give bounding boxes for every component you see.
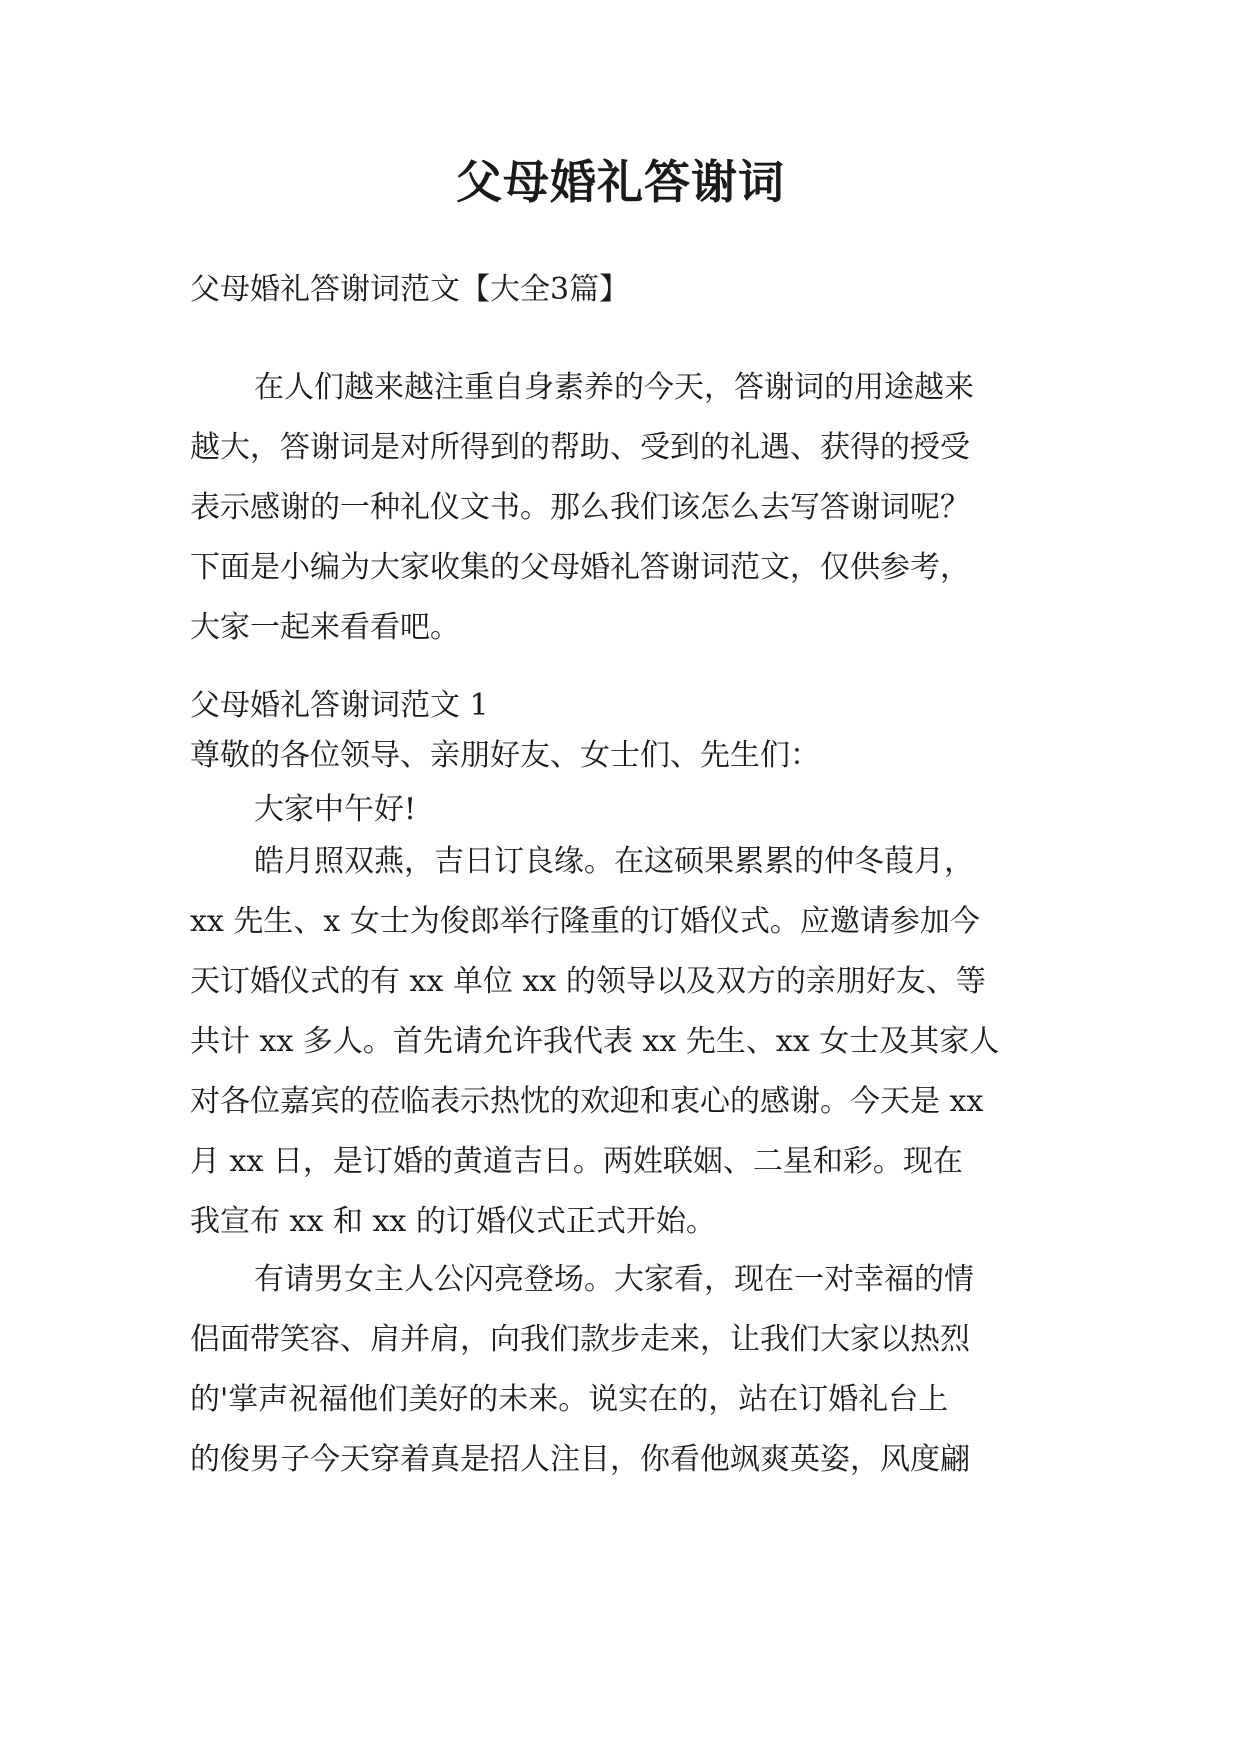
paragraph-line: 侣面带笑容、肩并肩，向我们款步走来，让我们大家以热烈	[190, 1322, 970, 1357]
paragraph-line: 共计 xx 多人。首先请允许我代表 xx 先生、xx 女士及其家人	[190, 1024, 1000, 1059]
paragraph-line: 天订婚仪式的有 xx 单位 xx 的领导以及双方的亲朋好友、等	[190, 964, 986, 999]
section-heading: 父母婚礼答谢词范文 1	[190, 688, 489, 723]
paragraph-line: 对各位嘉宾的莅临表示热忱的欢迎和衷心的感谢。今天是 xx	[190, 1084, 984, 1119]
salutation: 尊敬的各位领导、亲朋好友、女士们、先生们：	[190, 738, 820, 773]
body-paragraph-2	[190, 1250, 1058, 1490]
paragraph-line: xx 先生、x 女士为俊郎举行隆重的订婚仪式。应邀请参加今	[190, 904, 980, 939]
intro-line: 下面是小编为大家收集的父母婚礼答谢词范文，仅供参考，	[190, 550, 970, 585]
greeting: 大家中午好!	[254, 792, 417, 827]
document-subtitle: 父母婚礼答谢词范文【大全3篇】	[190, 272, 630, 307]
paragraph-line: 有请男女主人公闪亮登场。大家看，现在一对幸福的情	[254, 1262, 974, 1297]
intro-line: 大家一起来看看吧。	[190, 610, 460, 645]
paragraph-line: 的俊男子今天穿着真是招人注目，你看他飒爽英姿，风度翩	[190, 1442, 970, 1477]
intro-line: 越大，答谢词是对所得到的帮助、受到的礼遇、获得的授受	[190, 430, 970, 465]
intro-line: 表示感谢的一种礼仪文书。那么我们该怎么去写答谢词呢？	[190, 490, 970, 525]
paragraph-line: 皓月照双燕，吉日订良缘。在这硕果累累的仲冬葭月，	[254, 844, 974, 879]
paragraph-line: 的'掌声祝福他们美好的未来。说实在的，站在订婚礼台上	[190, 1382, 949, 1417]
document-title: 父母婚礼答谢词	[456, 155, 785, 209]
intro-line: 在人们越来越注重自身素养的今天，答谢词的用途越来	[254, 370, 974, 405]
paragraph-line: 我宣布 xx 和 xx 的订婚仪式正式开始。	[190, 1204, 716, 1239]
intro-paragraph	[190, 358, 1058, 658]
body-paragraph-1	[190, 832, 1058, 1252]
paragraph-line: 月 xx 日，是订婚的黄道吉日。两姓联姻、二星和彩。现在	[190, 1144, 963, 1179]
